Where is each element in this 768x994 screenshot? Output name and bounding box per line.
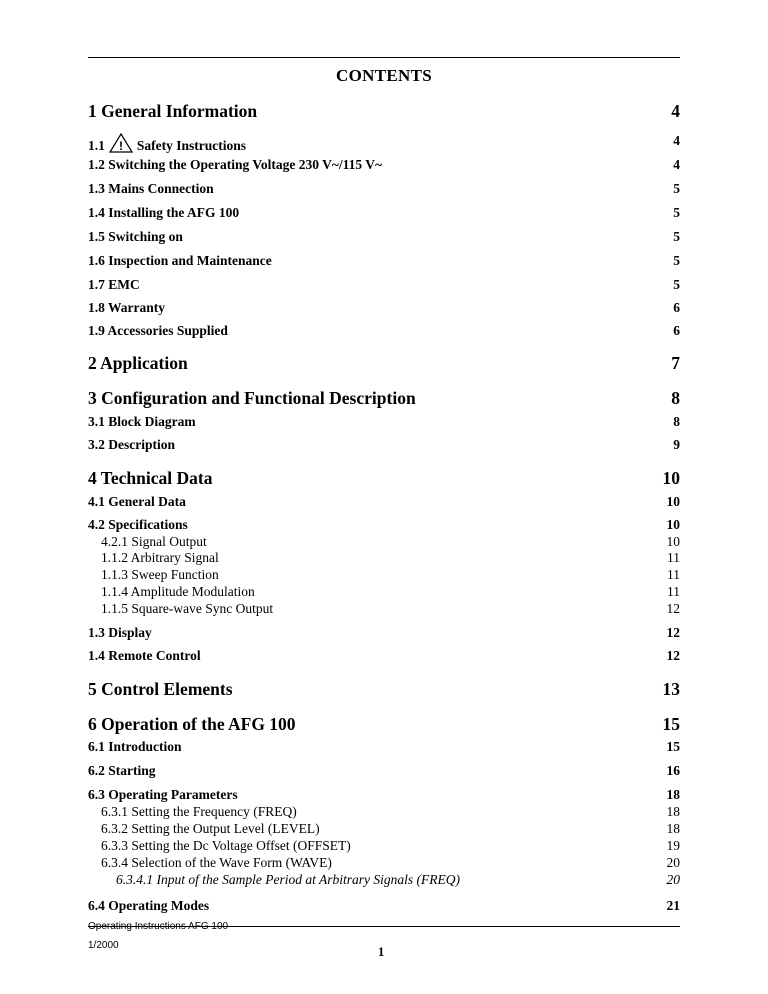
toc-entry[interactable] [88, 763, 680, 779]
toc-entry-title: 1.5 Switching on [88, 229, 183, 244]
toc-entry-title: 6 Operation of the AFG 100 [88, 714, 296, 734]
toc-entry-title: 1.8 Warranty [88, 300, 165, 315]
toc-entry-title: 3.1 Block Diagram [88, 414, 196, 429]
toc-entry[interactable] [88, 534, 680, 550]
toc-entry-page: 11 [667, 567, 680, 582]
toc-entry-page: 4 [673, 157, 680, 172]
toc-entry-title: 1.6 Inspection and Maintenance [88, 253, 272, 268]
toc-entry-page: 18 [666, 821, 680, 836]
toc-entry-title: 4.2 Specifications [88, 517, 188, 532]
toc-entry-page: 13 [662, 679, 680, 699]
toc-entry-page: 10 [662, 468, 680, 488]
footer-doc-info [88, 921, 229, 952]
toc-entry[interactable] [88, 714, 680, 735]
toc-entry-title: 2 Application [88, 353, 188, 373]
toc-entry-page: 12 [666, 601, 680, 616]
toc-entry[interactable] [88, 517, 680, 533]
toc-entry[interactable] [88, 898, 680, 914]
toc-entry[interactable] [88, 872, 680, 888]
toc-entry[interactable] [88, 550, 680, 566]
toc-entry-page: 20 [666, 855, 680, 870]
toc-entry-page: 5 [673, 277, 680, 292]
toc-entry-page: 4 [671, 101, 680, 121]
toc-entry[interactable] [88, 584, 680, 600]
toc-entry-title: 6.1 Introduction [88, 739, 182, 754]
toc-entry[interactable] [88, 277, 680, 293]
toc-entry-page: 5 [673, 253, 680, 268]
toc-entry-page: 5 [673, 181, 680, 196]
toc-entry-title: 1.4 Remote Control [88, 648, 201, 663]
toc-entry-title: 6.4 Operating Modes [88, 898, 210, 913]
toc-entry-page: 20 [666, 872, 680, 887]
toc-entry-page: 7 [671, 353, 680, 373]
toc-entry-page: 12 [666, 625, 680, 640]
toc-entry-page: 12 [666, 648, 680, 663]
toc-entry-page: 9 [673, 437, 680, 452]
toc-entry-title: 6.3.4.1 Input of the Sample Period at Arbitrary Signals (FREQ) [116, 872, 460, 887]
toc-entry[interactable] [88, 679, 680, 700]
toc-entry-title: 6.2 Starting [88, 763, 156, 778]
toc-entry[interactable] [88, 601, 680, 617]
toc-entry-page: 8 [671, 388, 680, 408]
toc-entry-title: 4.2.1 Signal Output [101, 534, 207, 549]
toc-entry-page: 5 [673, 229, 680, 244]
toc-entry[interactable] [88, 205, 680, 221]
toc-entry-page: 10 [666, 534, 680, 549]
toc-entry-title: 5 Control Elements [88, 679, 233, 699]
toc-entry[interactable] [88, 157, 680, 173]
toc-entry-title: 1.9 Accessories Supplied [88, 323, 228, 338]
toc-entry-title: 1 General Information [88, 101, 258, 121]
toc-entry-page: 16 [666, 763, 680, 778]
toc-entry[interactable] [88, 648, 680, 664]
toc-entry-title: 3 Configuration and Functional Description [88, 388, 416, 408]
toc-entry-page: 6 [673, 300, 680, 315]
toc-entry-title: 1.1.3 Sweep Function [101, 567, 219, 582]
toc-entry-title: 3.2 Description [88, 437, 175, 452]
toc-entry[interactable] [88, 229, 680, 245]
toc-entry[interactable] [88, 437, 680, 453]
toc-entry-title: 1.1.4 Amplitude Modulation [101, 584, 255, 599]
toc-entry-title: 6.3.1 Setting the Frequency (FREQ) [101, 804, 297, 819]
toc-entry-page: 15 [666, 739, 680, 754]
toc-entry-page: 18 [666, 787, 680, 802]
toc-entry-title: 1.2 Switching the Operating Voltage 230 V~/115 V~ [88, 157, 383, 172]
toc-entry-title: 4.1 General Data [88, 494, 186, 509]
toc-entry[interactable] [88, 181, 680, 197]
page-title: CONTENTS [336, 66, 432, 85]
toc-entry-title: 6.3.3 Setting the Dc Voltage Offset (OFFSET) [101, 838, 351, 853]
toc-entry[interactable] [88, 855, 680, 871]
toc-entry[interactable] [88, 388, 680, 409]
toc-entry[interactable] [88, 133, 680, 157]
toc-entry-page: 6 [673, 323, 680, 338]
toc-entry-label: Safety Instructions [136, 138, 247, 153]
toc-entry-title: 4 Technical Data [88, 468, 213, 488]
toc-entry-number: 1.1 [88, 138, 105, 153]
toc-entry-page: 8 [673, 414, 680, 429]
toc-entry-page: 4 [673, 133, 680, 148]
toc-entry[interactable] [88, 101, 680, 122]
toc-entry-page: 11 [667, 550, 680, 565]
toc-entry-title: 6.3 Operating Parameters [88, 787, 238, 802]
toc-entry[interactable] [88, 353, 680, 374]
toc-entry[interactable] [88, 804, 680, 820]
footer-page-number: 1 [378, 945, 385, 959]
toc-entry-page: 10 [666, 494, 680, 509]
toc-entry-title: 1.3 Mains Connection [88, 181, 214, 196]
toc-entry-page: 19 [666, 838, 680, 853]
toc-entry-title: 6.3.2 Setting the Output Level (LEVEL) [101, 821, 320, 836]
toc-entry[interactable] [88, 300, 680, 316]
toc-entry[interactable] [88, 567, 680, 583]
toc-entry[interactable] [88, 468, 680, 489]
toc-entry[interactable] [88, 787, 680, 803]
top-rule [88, 57, 680, 58]
toc-entry[interactable] [88, 253, 680, 269]
toc-entry-page: 18 [666, 804, 680, 819]
toc-entry-title: 1.3 Display [88, 625, 152, 640]
toc-entry-title: 6.3.4 Selection of the Wave Form (WAVE) [101, 855, 332, 870]
toc-entry-page: 5 [673, 205, 680, 220]
toc-entry-page: 11 [667, 584, 680, 599]
toc-entry-page: 21 [666, 898, 680, 913]
toc-entry-title: 1.4 Installing the AFG 100 [88, 205, 240, 220]
toc-entry[interactable] [88, 323, 680, 339]
toc-entry[interactable] [88, 739, 680, 755]
toc-entry[interactable] [88, 838, 680, 854]
toc-entry[interactable] [88, 625, 680, 641]
footer-date: 1/2000 [88, 940, 119, 951]
toc-entry[interactable] [88, 821, 680, 837]
toc-entry-page: 15 [662, 714, 680, 734]
toc-entry-title: 1.1.2 Arbitrary Signal [101, 550, 219, 565]
toc-entry-title [88, 133, 246, 157]
warning-triangle-icon [109, 133, 133, 157]
toc-entry-title: 1.7 EMC [88, 277, 140, 292]
toc-entry[interactable] [88, 494, 680, 510]
toc-entry[interactable] [88, 414, 680, 430]
toc-entry-page: 10 [666, 517, 680, 532]
svg-text:!: ! [118, 139, 123, 153]
toc-entry-title: 1.1.5 Square-wave Sync Output [101, 601, 274, 616]
footer-doc-name: Operating Instructions AFG 100 [88, 921, 229, 932]
